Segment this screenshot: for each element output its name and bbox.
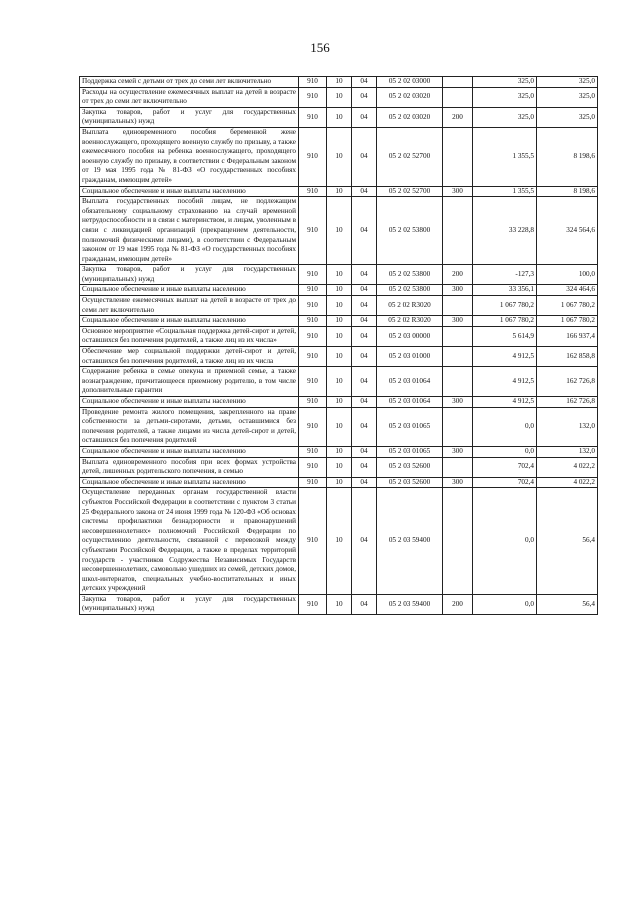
section-code: 10 (327, 457, 352, 477)
amount-change: 702,4 (473, 457, 537, 477)
subsection-code: 04 (352, 477, 377, 488)
target-article-code: 05 2 03 59400 (377, 488, 443, 595)
amount-total: 8 198,6 (537, 186, 598, 197)
target-article-code: 05 2 02 52700 (377, 127, 443, 186)
subsection-code: 04 (352, 326, 377, 346)
row-name: Расходы на осуществление ежемесячных выплат на детей в возрасте от трех до семи лет включительно (80, 87, 299, 107)
row-name: Обеспечение мер социальной поддержки детей-сирот и детей, оставшихся без попечения родителей, а также лиц из их числа (80, 347, 299, 367)
page-number: 156 (310, 40, 330, 55)
expense-type-code: 300 (443, 285, 473, 296)
row-name: Социальное обеспечение и иные выплаты населению (80, 446, 299, 457)
ministry-code: 910 (299, 477, 327, 488)
target-article-code: 05 2 03 01000 (377, 347, 443, 367)
ministry-code: 910 (299, 186, 327, 197)
ministry-code: 910 (299, 127, 327, 186)
ministry-code: 910 (299, 488, 327, 595)
expense-type-code (443, 77, 473, 88)
expense-type-code: 200 (443, 107, 473, 127)
amount-change: 325,0 (473, 87, 537, 107)
ministry-code: 910 (299, 197, 327, 265)
amount-total: 1 067 780,2 (537, 296, 598, 316)
amount-change: 33 228,8 (473, 197, 537, 265)
section-code: 10 (327, 347, 352, 367)
expense-type-code (443, 127, 473, 186)
table-row (80, 397, 598, 408)
amount-total: 1 067 780,2 (537, 316, 598, 327)
ministry-code: 910 (299, 326, 327, 346)
ministry-code: 910 (299, 347, 327, 367)
table-row (80, 446, 598, 457)
table-row (80, 77, 598, 88)
ministry-code: 910 (299, 77, 327, 88)
expense-type-code (443, 87, 473, 107)
ministry-code: 910 (299, 285, 327, 296)
section-code: 10 (327, 285, 352, 296)
section-code: 10 (327, 326, 352, 346)
target-article-code: 05 2 03 59400 (377, 594, 443, 614)
target-article-code: 05 2 03 01064 (377, 367, 443, 397)
target-article-code: 05 2 03 52600 (377, 457, 443, 477)
amount-change: 1 067 780,2 (473, 296, 537, 316)
target-article-code: 05 2 03 00000 (377, 326, 443, 346)
row-name: Основное мероприятие «Социальная поддержка детей-сирот и детей, оставшихся без попечения родителей, а также лиц из их числа» (80, 326, 299, 346)
ministry-code: 910 (299, 87, 327, 107)
amount-total: 324 464,6 (537, 285, 598, 296)
ministry-code: 910 (299, 265, 327, 285)
table-row (80, 457, 598, 477)
row-name: Социальное обеспечение и иные выплаты населению (80, 285, 299, 296)
table-row (80, 367, 598, 397)
section-code: 10 (327, 77, 352, 88)
section-code: 10 (327, 186, 352, 197)
amount-change: 325,0 (473, 77, 537, 88)
target-article-code: 05 2 02 R3020 (377, 316, 443, 327)
amount-total: 8 198,6 (537, 127, 598, 186)
ministry-code: 910 (299, 446, 327, 457)
table-row (80, 265, 598, 285)
table-row (80, 316, 598, 327)
amount-total: 132,0 (537, 446, 598, 457)
section-code: 10 (327, 594, 352, 614)
amount-total: 166 937,4 (537, 326, 598, 346)
expense-type-code (443, 367, 473, 397)
table-row (80, 488, 598, 595)
section-code: 10 (327, 397, 352, 408)
amount-total: 4 022,2 (537, 477, 598, 488)
target-article-code: 05 2 03 01065 (377, 446, 443, 457)
expense-type-code: 300 (443, 186, 473, 197)
row-name: Осуществление переданных органам государственной власти субъектов Российской Федерации в соответствии с пунктом 3 статьи 25 Федерального закона от 24 июня 1999 года № 120-ФЗ «Об основах системы профилактики безнадзорности и правонарушений несовершеннолетних» полномочий Российской Федерации по осуществлению деятельности, связанной с перевозкой между субъектами Российской Федерации, а также в пределах территорий государств - участников Содружества Независимых Государств несовершеннолетних, самовольно ушедших из семей, детских домов, школ-интернатов, специальных учебно-воспитательных и иных детских учреждений (80, 488, 299, 595)
amount-change: 0,0 (473, 407, 537, 446)
budget-table (79, 76, 598, 615)
target-article-code: 05 2 02 03020 (377, 87, 443, 107)
row-name: Социальное обеспечение и иные выплаты населению (80, 397, 299, 408)
section-code: 10 (327, 296, 352, 316)
subsection-code: 04 (352, 107, 377, 127)
row-name: Социальное обеспечение и иные выплаты населению (80, 316, 299, 327)
amount-change: 0,0 (473, 488, 537, 595)
budget-table-body (80, 77, 598, 615)
amount-change: 4 912,5 (473, 367, 537, 397)
ministry-code: 910 (299, 316, 327, 327)
ministry-code: 910 (299, 367, 327, 397)
target-article-code: 05 2 02 03020 (377, 107, 443, 127)
ministry-code: 910 (299, 107, 327, 127)
amount-total: 325,0 (537, 77, 598, 88)
table-row (80, 347, 598, 367)
target-article-code: 05 2 02 53800 (377, 285, 443, 296)
subsection-code: 04 (352, 265, 377, 285)
expense-type-code: 300 (443, 477, 473, 488)
subsection-code: 04 (352, 457, 377, 477)
section-code: 10 (327, 127, 352, 186)
target-article-code: 05 2 02 52700 (377, 186, 443, 197)
amount-change: 702,4 (473, 477, 537, 488)
table-row (80, 197, 598, 265)
row-name: Проведение ремонта жилого помещения, закрепленного на праве собственности за детьми-сиротами, детьми, оставшимися без попечения родителей, а также лицами из числа детей-сирот и детей, оставшихся без попечения родителей (80, 407, 299, 446)
expense-type-code (443, 197, 473, 265)
amount-change: 5 614,9 (473, 326, 537, 346)
expense-type-code: 200 (443, 265, 473, 285)
row-name: Закупка товаров, работ и услуг для государственных (муниципальных) нужд (80, 265, 299, 285)
section-code: 10 (327, 316, 352, 327)
amount-total: 132,0 (537, 407, 598, 446)
expense-type-code: 200 (443, 594, 473, 614)
target-article-code: 05 2 03 01065 (377, 407, 443, 446)
amount-total: 100,0 (537, 265, 598, 285)
row-name: Выплата государственных пособий лицам, не подлежащим обязательному социальному страхованию на случай временной нетрудоспособности и в связи с материнством, и лицам, уволенным в связи с ликвидацией организаций (прекращением деятельности, полномочий физическими лицами), в соответствии с Федеральным законом от 19 мая 1995 года № 81-ФЗ «О государственных пособиях гражданам, имеющим детей» (80, 197, 299, 265)
ministry-code: 910 (299, 397, 327, 408)
subsection-code: 04 (352, 285, 377, 296)
section-code: 10 (327, 107, 352, 127)
subsection-code: 04 (352, 296, 377, 316)
subsection-code: 04 (352, 446, 377, 457)
subsection-code: 04 (352, 397, 377, 408)
section-code: 10 (327, 488, 352, 595)
ministry-code: 910 (299, 594, 327, 614)
amount-change: 1 067 780,2 (473, 316, 537, 327)
ministry-code: 910 (299, 407, 327, 446)
expense-type-code (443, 347, 473, 367)
subsection-code: 04 (352, 347, 377, 367)
expense-type-code (443, 296, 473, 316)
expense-type-code: 300 (443, 316, 473, 327)
row-name: Социальное обеспечение и иные выплаты населению (80, 477, 299, 488)
expense-type-code: 300 (443, 446, 473, 457)
subsection-code: 04 (352, 127, 377, 186)
expense-type-code (443, 407, 473, 446)
table-row (80, 594, 598, 614)
section-code: 10 (327, 446, 352, 457)
table-row (80, 477, 598, 488)
subsection-code: 04 (352, 197, 377, 265)
table-row (80, 186, 598, 197)
amount-total: 56,4 (537, 488, 598, 595)
subsection-code: 04 (352, 186, 377, 197)
amount-change: 1 355,5 (473, 186, 537, 197)
amount-change: 1 355,5 (473, 127, 537, 186)
expense-type-code (443, 488, 473, 595)
amount-total: 324 564,6 (537, 197, 598, 265)
expense-type-code (443, 457, 473, 477)
expense-type-code (443, 326, 473, 346)
target-article-code: 05 2 02 03000 (377, 77, 443, 88)
amount-change: 0,0 (473, 446, 537, 457)
table-row (80, 296, 598, 316)
target-article-code: 05 2 02 R3020 (377, 296, 443, 316)
amount-change: 4 912,5 (473, 397, 537, 408)
row-name: Социальное обеспечение и иные выплаты населению (80, 186, 299, 197)
amount-total: 4 022,2 (537, 457, 598, 477)
amount-change: 0,0 (473, 594, 537, 614)
section-code: 10 (327, 265, 352, 285)
expense-type-code: 300 (443, 397, 473, 408)
section-code: 10 (327, 197, 352, 265)
table-row (80, 285, 598, 296)
target-article-code: 05 2 02 53800 (377, 197, 443, 265)
amount-total: 325,0 (537, 107, 598, 127)
target-article-code: 05 2 03 52600 (377, 477, 443, 488)
row-name: Закупка товаров, работ и услуг для государственных (муниципальных) нужд (80, 107, 299, 127)
subsection-code: 04 (352, 77, 377, 88)
row-name: Закупка товаров, работ и услуг для государственных (муниципальных) нужд (80, 594, 299, 614)
amount-change: -127,3 (473, 265, 537, 285)
table-row (80, 87, 598, 107)
row-name: Выплата единовременного пособия беременной жене военнослужащего, проходящего военную службу по призыву, а также ежемесячного пособия на ребенка военнослужащего, проходящего военную службу по призыву, в соответствии с Федеральным законом от 19 мая 1995 года № 81-ФЗ «О государственных пособиях гражданам, имеющим детей» (80, 127, 299, 186)
table-row (80, 107, 598, 127)
section-code: 10 (327, 87, 352, 107)
table-row (80, 407, 598, 446)
row-name: Содержание ребенка в семье опекуна и приемной семье, а также вознаграждение, причитающееся приемному родителю, в том числе дополнительные гарантии (80, 367, 299, 397)
amount-total: 162 858,8 (537, 347, 598, 367)
ministry-code: 910 (299, 457, 327, 477)
subsection-code: 04 (352, 407, 377, 446)
row-name: Поддержка семей с детьми от трех до семи лет включительно (80, 77, 299, 88)
ministry-code: 910 (299, 296, 327, 316)
target-article-code: 05 2 03 01064 (377, 397, 443, 408)
section-code: 10 (327, 477, 352, 488)
amount-change: 33 356,1 (473, 285, 537, 296)
amount-change: 325,0 (473, 107, 537, 127)
amount-total: 162 726,8 (537, 367, 598, 397)
target-article-code: 05 2 02 53800 (377, 265, 443, 285)
subsection-code: 04 (352, 316, 377, 327)
section-code: 10 (327, 367, 352, 397)
table-row (80, 127, 598, 186)
amount-change: 4 912,5 (473, 347, 537, 367)
subsection-code: 04 (352, 367, 377, 397)
row-name: Выплата единовременного пособия при всех формах устройства детей, лишенных родительского попечения, в семью (80, 457, 299, 477)
subsection-code: 04 (352, 594, 377, 614)
amount-total: 56,4 (537, 594, 598, 614)
amount-total: 325,0 (537, 87, 598, 107)
table-row (80, 326, 598, 346)
subsection-code: 04 (352, 87, 377, 107)
subsection-code: 04 (352, 488, 377, 595)
row-name: Осуществление ежемесячных выплат на детей в возрасте от трех до семи лет включительно (80, 296, 299, 316)
section-code: 10 (327, 407, 352, 446)
amount-total: 162 726,8 (537, 397, 598, 408)
